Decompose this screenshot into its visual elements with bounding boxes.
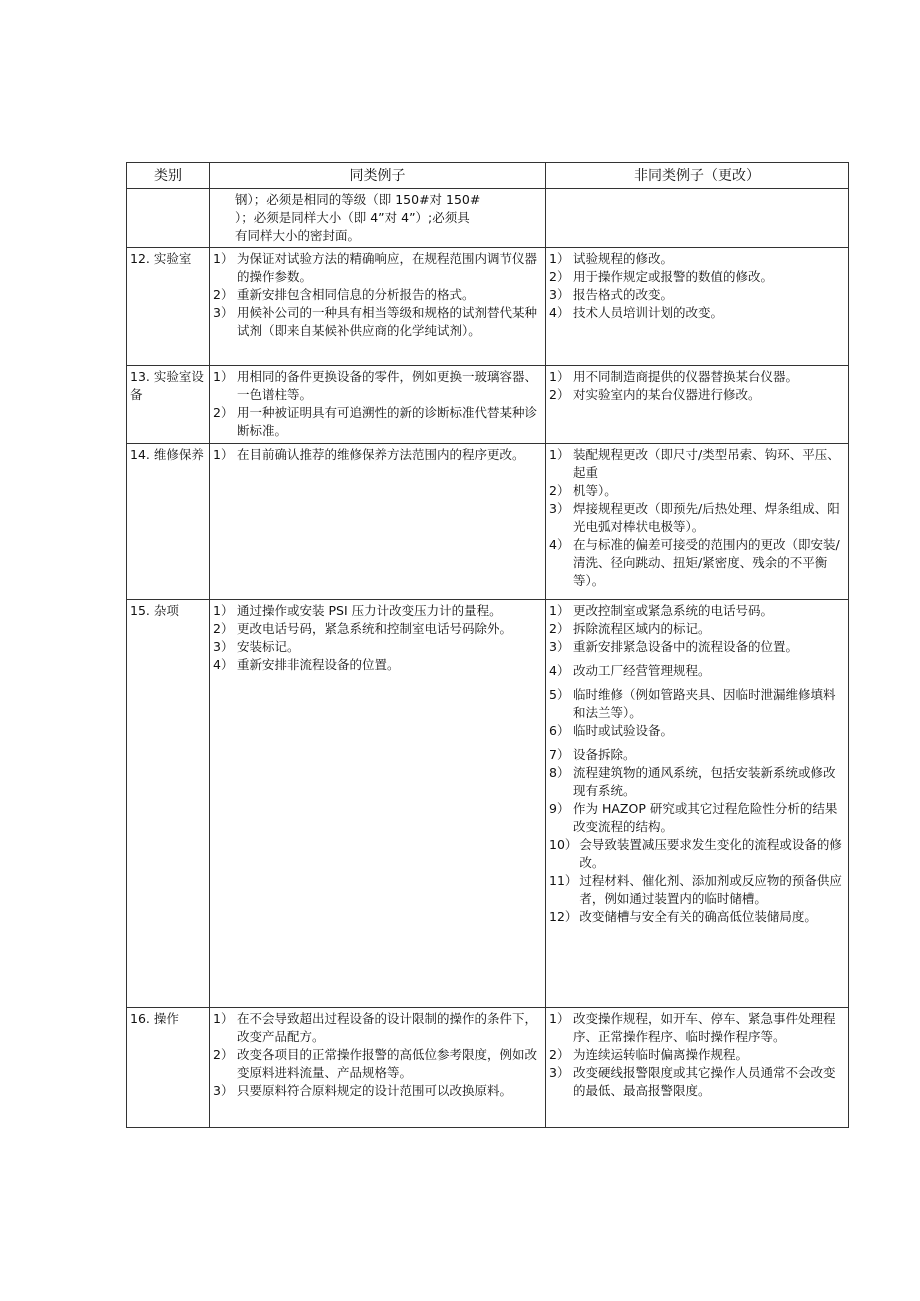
table-row: [127, 444, 849, 600]
different-examples-cell: [546, 248, 849, 366]
list-item: 3） 报告格式的改变。: [549, 287, 674, 302]
list-item: 2） 机等）。: [549, 483, 617, 498]
different-examples-cell: [546, 1008, 849, 1128]
same-examples-cell: [210, 366, 546, 444]
category-cell: [127, 189, 210, 248]
same-examples-cell: [210, 444, 546, 600]
category-cell: 14. 维修保养: [127, 444, 210, 600]
list-item: 11） 过程材料、催化剂、添加剂或反应物的预备供应者，例如通过装置内的临时储槽。: [549, 873, 842, 906]
list-item: 3） 只要原料符合原料规定的设计范围可以改换原料。: [213, 1083, 513, 1098]
list-item: 3） 用候补公司的一种具有相当等级和规格的试剂替代某种试剂（即来自某候补供应商的化学纯试剂）。: [213, 305, 538, 338]
header-different-examples: 非同类例子（更改）: [546, 163, 849, 189]
list-item: 4） 重新安排非流程设备的位置。: [213, 657, 400, 672]
different-examples-cell: [546, 189, 849, 248]
same-examples-cell: [210, 248, 546, 366]
list-item: 1） 装配规程更改（即尺寸/类型吊索、钩环、平压、起重: [549, 447, 840, 480]
different-examples-cell: [546, 444, 849, 600]
list-item: 4） 改动工厂经营管理规程。: [549, 663, 711, 678]
list-item: 1） 通过操作或安装 PSI 压力计改变压力计的量程。: [213, 603, 502, 618]
list-item: 10） 会导致装置减压要求发生变化的流程或设备的修改。: [549, 837, 842, 870]
list-item: 1） 试验规程的修改。: [549, 251, 674, 266]
table-row: [127, 366, 849, 444]
list-item: 5） 临时维修（例如管路夹具、因临时泄漏维修填料和法兰等）。: [549, 687, 836, 720]
table-header-row: [127, 163, 849, 189]
same-examples-cell: [210, 600, 546, 1008]
list-item: 1） 在不会导致超出过程设备的设计限制的操作的条件下，改变产品配方。: [213, 1011, 538, 1044]
list-item: 3） 安装标记。: [213, 639, 300, 654]
category-cell: 13. 实验室设备: [127, 366, 210, 444]
table-row: [127, 248, 849, 366]
same-examples-cell: [210, 1008, 546, 1128]
list-item: 2） 用于操作规定或报警的数值的修改。: [549, 269, 774, 284]
same-examples-cell: [210, 189, 546, 248]
different-examples-cell: [546, 366, 849, 444]
category-cell: 16. 操作: [127, 1008, 210, 1128]
table-row: [127, 1008, 849, 1128]
header-same-examples: 同类例子: [210, 163, 546, 189]
list-item: 2） 对实验室内的某台仪器进行修改。: [549, 387, 761, 402]
list-item: 3） 焊接规程更改（即预先/后热处理、焊条组成、阳光电弧对棒状电极等）。: [549, 501, 840, 534]
continuation-line: 有同样大小的密封面。: [235, 228, 361, 243]
list-item: 8） 流程建筑物的通风系统，包括安装新系统或修改现有系统。: [549, 765, 836, 798]
category-cell: 12. 实验室: [127, 248, 210, 366]
category-cell: 15. 杂项: [127, 600, 210, 1008]
list-item: 1） 为保证对试验方法的精确响应，在规程范围内调节仪器的操作参数。: [213, 251, 538, 284]
list-item: 2） 改变各项目的正常操作报警的高低位参考限度，例如改变原料进料流量、产品规格等。: [213, 1047, 538, 1080]
different-examples-cell: [546, 600, 849, 1008]
list-item: 2） 重新安排包含相同信息的分析报告的格式。: [213, 287, 475, 302]
list-item: 9） 作为 HAZOP 研究或其它过程危险性分析的结果改变流程的结构。: [549, 801, 838, 834]
continuation-line: 钢）；必须是相同的等级（即 150#对 150#: [235, 192, 481, 207]
list-item: 1） 在目前确认推荐的维修保养方法范围内的程序更改。: [213, 447, 525, 462]
header-category: 类别: [127, 163, 210, 189]
list-item: 4） 在与标准的偏差可接受的范围内的更改（即安装/清洗、径向跳动、扭矩/紧密度、残余的不平衡等）。: [549, 537, 840, 588]
table-row: [127, 600, 849, 1008]
list-item: 2） 用一种被证明具有可追溯性的新的诊断标准代替某种诊断标准。: [213, 405, 538, 438]
list-item: 1） 更改控制室或紧急系统的电话号码。: [549, 603, 774, 618]
change-examples-table: [126, 162, 849, 1128]
list-item: 2） 为连续运转临时偏离操作规程。: [549, 1047, 749, 1062]
list-item: 2） 拆除流程区域内的标记。: [549, 621, 711, 636]
list-item: 3） 改变硬线报警限度或其它操作人员通常不会改变的最低、最高报警限度。: [549, 1065, 836, 1098]
list-item: 7） 设备拆除。: [549, 747, 636, 762]
list-item: 2） 更改电话号码，紧急系统和控制室电话号码除外。: [213, 621, 513, 636]
list-item: 12） 改变储槽与安全有关的确高低位装储局度。: [549, 909, 817, 924]
list-item: 6） 临时或试验设备。: [549, 723, 674, 738]
table-row: [127, 189, 849, 248]
list-item: 1） 用不同制造商提供的仪器替换某台仪器。: [549, 369, 799, 384]
list-item: 1） 改变操作规程，如开车、停车、紧急事件处理程序、正常操作程序、临时操作程序等。: [549, 1011, 836, 1044]
list-item: 1） 用相同的备件更换设备的零件，例如更换一玻璃容器、一色谱柱等。: [213, 369, 538, 402]
list-item: 4） 技术人员培训计划的改变。: [549, 305, 724, 320]
list-item: 3） 重新安排紧急设备中的流程设备的位置。: [549, 639, 799, 654]
continuation-line: ）；必须是同样大小（即 4”对 4”）;必须具: [235, 210, 470, 225]
